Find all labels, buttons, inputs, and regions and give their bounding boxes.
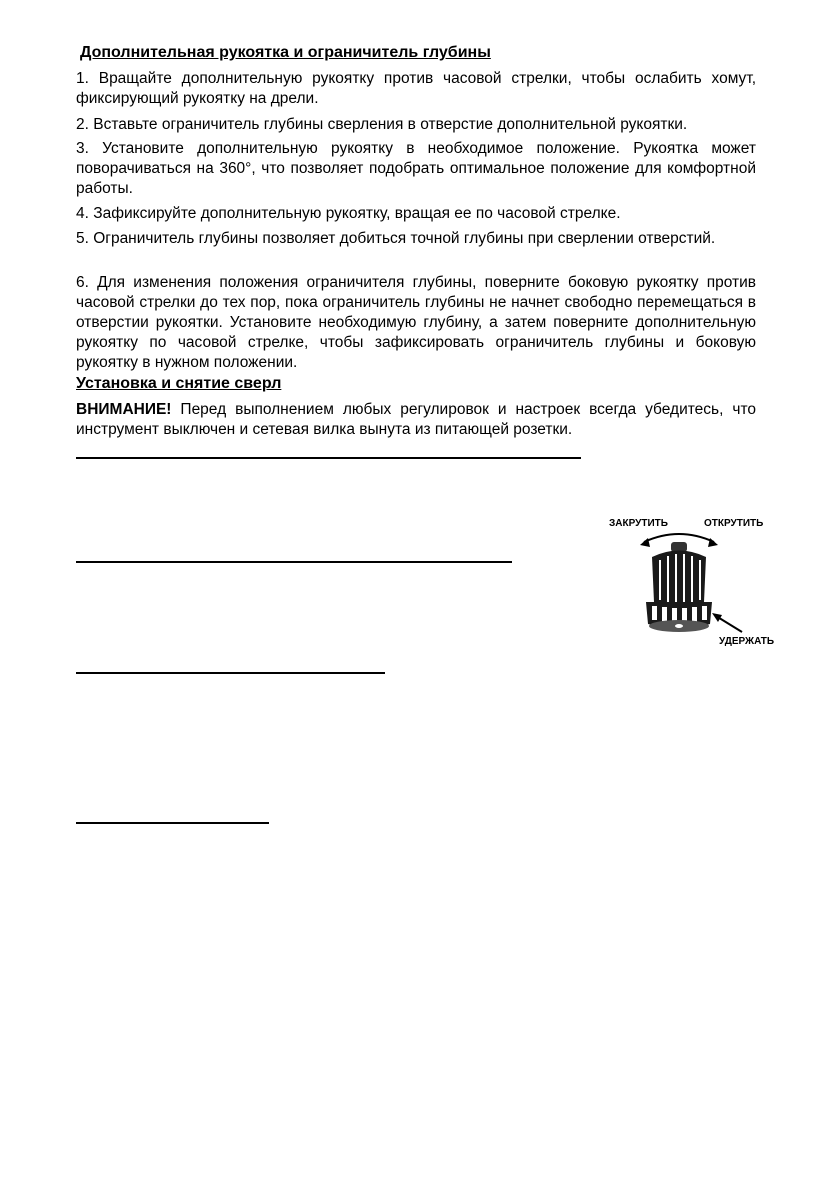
label-hold: УДЕРЖАТЬ: [719, 636, 775, 647]
blank-line-1: [76, 457, 581, 459]
instruction-item-1: 1. Вращайте дополнительную рукоятку против часовой стрелки, чтобы ослабить хомут, фиксирующий рукоятку на дрели.: [76, 70, 756, 107]
blank-line-3: [76, 672, 385, 674]
warning-paragraph: [76, 400, 756, 440]
warning-text: Перед выполнением любых регулировок и настроек всегда убедитесь, что инструмент выключен и сетевая вилка вынута из питающей розетки.: [76, 401, 756, 438]
blank-line-2: [76, 561, 512, 563]
instruction-item-5: 5. Ограничитель глубины позволяет добиться точной глубины при сверлении отверстий.: [76, 230, 716, 247]
warning-label: ВНИМАНИЕ!: [76, 401, 172, 418]
instruction-item-4: 4. Зафиксируйте дополнительную рукоятку, вращая ее по часовой стрелке.: [76, 205, 621, 222]
section-title-handle: Дополнительная рукоятка и ограничитель глубины: [80, 44, 491, 61]
label-loosen: ОТКРУТИТЬ: [704, 518, 764, 529]
rotation-arrow-icon: [644, 534, 714, 542]
instruction-item-3: 3. Установите дополнительную рукоятку в необходимое положение. Рукоятка может поворачиваться на 360°, что позволяет подобрать оптимальное положение для комфортной работы.: [76, 140, 756, 197]
blank-line-4: [76, 822, 269, 824]
chuck-illustration: [604, 512, 784, 652]
drill-chuck-figure: [604, 512, 784, 652]
label-tighten: ЗАКРУТИТЬ: [609, 518, 668, 529]
instruction-item-6: 6. Для изменения положения ограничителя глубины, поверните боковую рукоятку против часовой стрелки до тех пор, пока ограничитель глубины не начнет свободно перемещаться в отверстии рукоятки. Установите необходимую глубину, а затем поверните дополнительную рукоятку по часовой стрелке, чтобы зафиксировать ограничитель глубины и боковую рукоятку в нужном положении.: [76, 274, 756, 371]
section-title-drills: Установка и снятие сверл: [76, 375, 282, 392]
instruction-item-2: 2. Вставьте ограничитель глубины сверления в отверстие дополнительной рукоятки.: [76, 116, 688, 133]
